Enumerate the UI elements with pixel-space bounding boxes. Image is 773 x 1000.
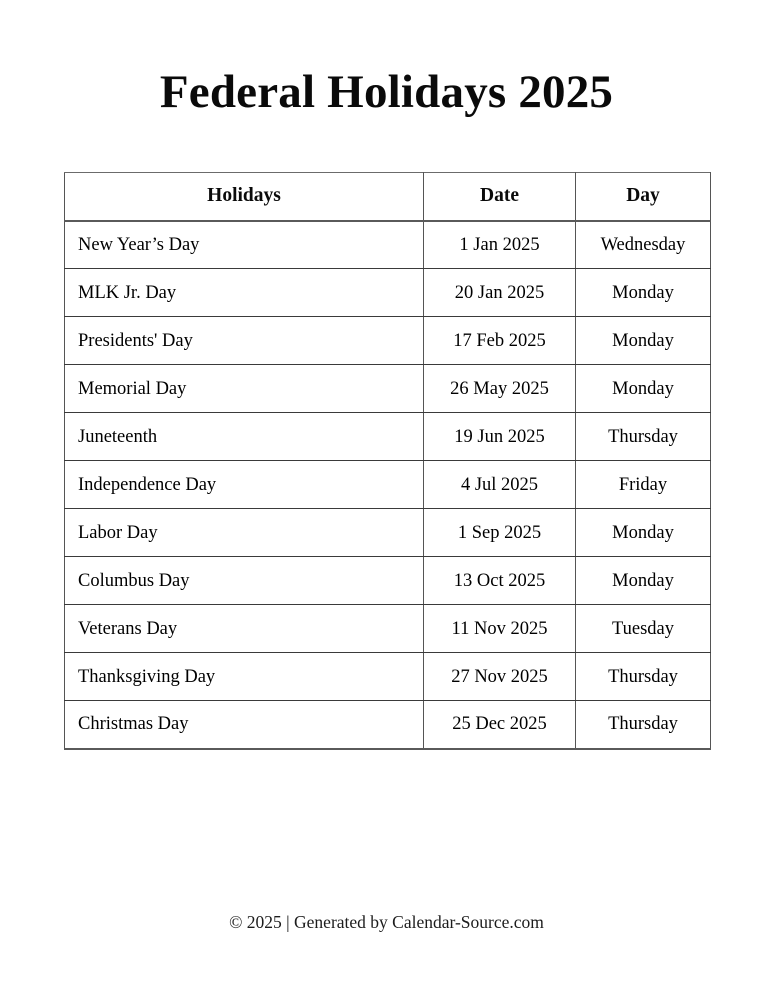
cell-holiday-weekday: Monday xyxy=(576,317,711,365)
table-row xyxy=(65,509,711,557)
cell-holiday-date: 27 Nov 2025 xyxy=(424,653,576,701)
cell-holiday-name: Thanksgiving Day xyxy=(65,653,424,701)
cell-holiday-weekday: Monday xyxy=(576,365,711,413)
cell-holiday-name: Memorial Day xyxy=(65,365,424,413)
holidays-table xyxy=(64,172,711,750)
column-header-day: Day xyxy=(576,173,711,221)
cell-holiday-name: Christmas Day xyxy=(65,701,424,749)
holidays-table-container xyxy=(64,172,710,750)
page-title: Federal Holidays 2025 xyxy=(159,66,614,118)
table-row xyxy=(65,605,711,653)
cell-holiday-weekday: Thursday xyxy=(576,653,711,701)
column-header-holidays: Holidays xyxy=(65,173,424,221)
cell-holiday-weekday: Monday xyxy=(576,557,711,605)
table-body xyxy=(65,221,711,749)
cell-holiday-weekday: Tuesday xyxy=(576,605,711,653)
cell-holiday-weekday: Wednesday xyxy=(576,221,711,269)
cell-holiday-name: Juneteenth xyxy=(65,413,424,461)
cell-holiday-weekday: Monday xyxy=(576,269,711,317)
cell-holiday-date: 1 Jan 2025 xyxy=(424,221,576,269)
table-header xyxy=(65,173,711,221)
cell-holiday-date: 11 Nov 2025 xyxy=(424,605,576,653)
cell-holiday-name: MLK Jr. Day xyxy=(65,269,424,317)
cell-holiday-date: 4 Jul 2025 xyxy=(424,461,576,509)
table-row xyxy=(65,701,711,749)
table-row xyxy=(65,365,711,413)
page-title-container xyxy=(0,64,773,120)
table-row xyxy=(65,653,711,701)
table-row xyxy=(65,269,711,317)
table-header-row xyxy=(65,173,711,221)
cell-holiday-name: Presidents' Day xyxy=(65,317,424,365)
table-row xyxy=(65,221,711,269)
cell-holiday-name: Veterans Day xyxy=(65,605,424,653)
cell-holiday-weekday: Thursday xyxy=(576,413,711,461)
cell-holiday-weekday: Thursday xyxy=(576,701,711,749)
cell-holiday-date: 13 Oct 2025 xyxy=(424,557,576,605)
cell-holiday-date: 19 Jun 2025 xyxy=(424,413,576,461)
table-row xyxy=(65,317,711,365)
cell-holiday-date: 17 Feb 2025 xyxy=(424,317,576,365)
cell-holiday-name: Columbus Day xyxy=(65,557,424,605)
cell-holiday-date: 26 May 2025 xyxy=(424,365,576,413)
cell-holiday-name: Labor Day xyxy=(65,509,424,557)
footer-credit-text: © 2025 | Generated by Calendar-Source.com xyxy=(229,912,544,932)
table-row xyxy=(65,557,711,605)
cell-holiday-date: 1 Sep 2025 xyxy=(424,509,576,557)
cell-holiday-name: New Year’s Day xyxy=(65,221,424,269)
table-row xyxy=(65,461,711,509)
cell-holiday-name: Independence Day xyxy=(65,461,424,509)
footer xyxy=(0,910,773,934)
cell-holiday-weekday: Friday xyxy=(576,461,711,509)
column-header-date: Date xyxy=(424,173,576,221)
cell-holiday-date: 25 Dec 2025 xyxy=(424,701,576,749)
cell-holiday-weekday: Monday xyxy=(576,509,711,557)
table-row xyxy=(65,413,711,461)
cell-holiday-date: 20 Jan 2025 xyxy=(424,269,576,317)
